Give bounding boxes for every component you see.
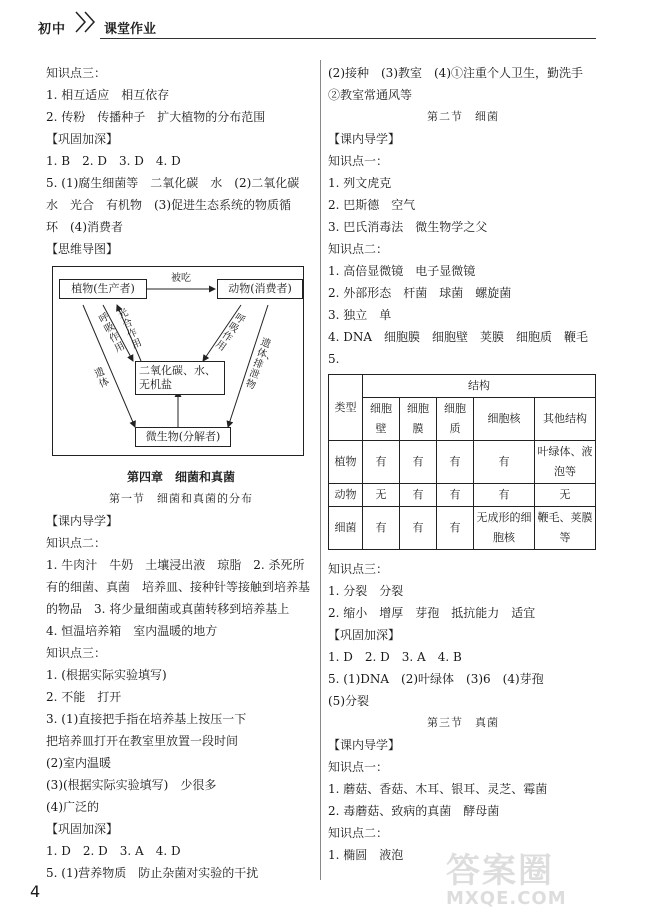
text-line: 4. 恒温培养箱 室内温暖的地方 (46, 624, 218, 638)
right-after-table-lines (328, 558, 598, 712)
text-line: 2. 传粉 传播种子 扩大植物的分布范围 (46, 110, 266, 124)
header-rule (100, 38, 596, 39)
text-line: 的物品 3. 将少量细菌或真菌转移到培养基上 (46, 602, 290, 616)
table-cell: 有 (437, 441, 474, 484)
table-col-header: 其他结构 (535, 398, 596, 441)
column-divider (320, 60, 321, 880)
table-row-type: 细菌 (329, 507, 363, 550)
table-cell: 叶绿体、液泡等 (535, 441, 596, 484)
text-line: 1. 蘑菇、香菇、木耳、银耳、灵芝、霉菌 (328, 782, 548, 796)
text-line: 2. 缩小 增厚 芽孢 抵抗能力 适宜 (328, 606, 536, 620)
text-line: 1. 相互适应 相互依存 (46, 88, 170, 102)
header-title: 课堂作业 (104, 22, 157, 37)
text-line: ②教室常通风等 (328, 88, 413, 102)
table-cell: 有 (400, 441, 437, 484)
producer-box: 植物(生产者) (59, 279, 147, 299)
left-bottom-lines (46, 510, 316, 884)
text-line: 3. (1)直接把手指在培养基上按压一下 (46, 712, 247, 726)
text-line: 知识点二： (328, 826, 389, 840)
text-line: 1. 列文虎克 (328, 176, 392, 190)
table-row-type: 动物 (329, 484, 363, 507)
remains-right-label: 遗体、排泄物 (243, 336, 278, 392)
table-col-header: 细胞质 (437, 398, 474, 441)
text-line: 3. 巴氏消毒法 微生物学之父 (328, 220, 488, 234)
text-line: 1. D 2. D 3. A 4. B (328, 650, 462, 664)
table-cell: 无 (363, 484, 400, 507)
respiration-right-label: 呼吸作用 (213, 311, 247, 354)
text-line: 知识点二： (46, 536, 107, 550)
text-line: 1. (根据实际实验填写) (46, 668, 167, 682)
watermark-top-text: 答案圈 (446, 851, 554, 891)
table-cell: 有 (437, 484, 474, 507)
text-line: (2)室内温暖 (46, 756, 111, 770)
text-line: 知识点二： (328, 242, 389, 256)
watermark-bottom-text: MXQE.COM (446, 888, 567, 909)
text-line: 1. 椭圆 液泡 (328, 848, 404, 862)
text-line: 把培养皿打开在教室里放置一段时间 (46, 734, 239, 748)
table-col-header: 细胞壁 (363, 398, 400, 441)
text-line: 5. (1)营养物质 防止杂菌对实验的干扰 (46, 866, 259, 880)
text-line: (2)接种 (3)教室 (4)①注重个人卫生，勤洗手 (328, 66, 583, 80)
text-line: 【巩固加深】 (328, 628, 401, 642)
table-row-type: 植物 (329, 441, 363, 484)
table-type-header: 类型 (329, 375, 363, 441)
text-line: 有的细菌、真菌 培养皿、接种针等接触到培养基 (46, 580, 311, 594)
grade-tag: 初中 (38, 22, 67, 37)
table-cell: 有 (437, 507, 474, 550)
right-top-lines (328, 62, 598, 106)
decomposer-box: 微生物(分解者) (135, 427, 231, 447)
consumer-box: 动物(消费者) (217, 279, 303, 299)
double-chevron-icon (74, 10, 100, 34)
text-line: 【课内导学】 (46, 514, 119, 528)
text-line: 知识点三： (46, 646, 107, 660)
text-line: 【巩固加深】 (46, 132, 119, 146)
table-cell: 有 (400, 507, 437, 550)
photosynthesis-label: 光合作用 (116, 307, 144, 352)
table-cell: 无成形的细胞核 (474, 507, 535, 550)
table-col-header: 细胞核 (474, 398, 535, 441)
table-cell: 有 (363, 441, 400, 484)
text-line: 环 (4)消费者 (46, 220, 123, 234)
cell-structure-table (328, 374, 596, 550)
section-title-1: 第一节 细菌和真菌的分布 (109, 492, 253, 505)
text-line: 2. 巴斯德 空气 (328, 198, 416, 212)
left-top-lines (46, 62, 316, 260)
table-cell: 有 (474, 484, 535, 507)
text-line: 水 光合 有机物 (3)促进生态系统的物质循 (46, 198, 291, 212)
respiration-left-label: 呼吸作用 (97, 311, 127, 356)
left-column (46, 62, 316, 884)
section-title-2: 第二节 细菌 (427, 110, 499, 123)
text-line: 1. D 2. D 3. A 4. D (46, 844, 181, 858)
text-line: 知识点一： (328, 154, 389, 168)
section-title-3: 第三节 真菌 (427, 716, 499, 729)
text-line: (5)分裂 (328, 694, 369, 708)
right-mid-lines (328, 128, 598, 370)
text-line: 1. 牛肉汁 牛奶 土壤浸出液 琼脂 2. 杀死所 (46, 558, 305, 572)
page-header (0, 0, 646, 40)
text-line: 2. 毒蘑菇、致病的真菌 酵母菌 (328, 804, 500, 818)
text-line: 知识点三： (328, 562, 389, 576)
text-line: 1. B 2. D 3. D 4. D (46, 154, 181, 168)
table-cell: 无 (535, 484, 596, 507)
table-struct-header: 结构 (363, 375, 596, 398)
table-col-header: 细胞膜 (400, 398, 437, 441)
text-line: (3)(根据实际实验填写) 少很多 (46, 778, 217, 792)
table-row (329, 441, 596, 484)
text-line: 2. 不能 打开 (46, 690, 122, 704)
right-column (328, 62, 598, 866)
text-line: 5. (1)DNA (2)叶绿体 (3)6 (4)芽孢 (328, 672, 544, 686)
chapter-title: 第四章 细菌和真菌 (126, 470, 235, 484)
table-cell: 有 (400, 484, 437, 507)
text-line: 知识点三： (46, 66, 107, 80)
text-line: 知识点一： (328, 760, 389, 774)
text-line: 1. 高倍显微镜 电子显微镜 (328, 264, 476, 278)
eaten-label: 被吃 (171, 273, 191, 284)
table-cell: 有 (363, 507, 400, 550)
table-row (329, 484, 596, 507)
text-line: 1. 分裂 分裂 (328, 584, 404, 598)
table-cell: 有 (474, 441, 535, 484)
table-row (329, 507, 596, 550)
watermark-logo (446, 843, 606, 907)
table-cell: 鞭毛、荚膜等 (535, 507, 596, 550)
text-line: 4. DNA 细胞膜 细胞壁 荚膜 细胞质 鞭毛 (328, 330, 589, 344)
text-line: (4)广泛的 (46, 800, 99, 814)
text-line: 2. 外部形态 杆菌 球菌 螺旋菌 (328, 286, 512, 300)
text-line: 【课内导学】 (328, 738, 401, 752)
page-number: 4 (30, 882, 41, 901)
text-line: 【巩固加深】 (46, 822, 119, 836)
text-line: 【课内导学】 (328, 132, 401, 146)
text-line: 3. 独立 单 (328, 308, 392, 322)
remains-left-label: 遗体 (93, 366, 112, 391)
mind-map (52, 266, 304, 456)
inorganic-box: 二氧化碳、水、无机盐 (135, 361, 225, 395)
text-line: 【思维导图】 (46, 242, 119, 256)
text-line: 5. (328, 352, 340, 366)
text-line: 5. (1)腐生细菌等 二氧化碳 水 (2)二氧化碳 (46, 176, 300, 190)
